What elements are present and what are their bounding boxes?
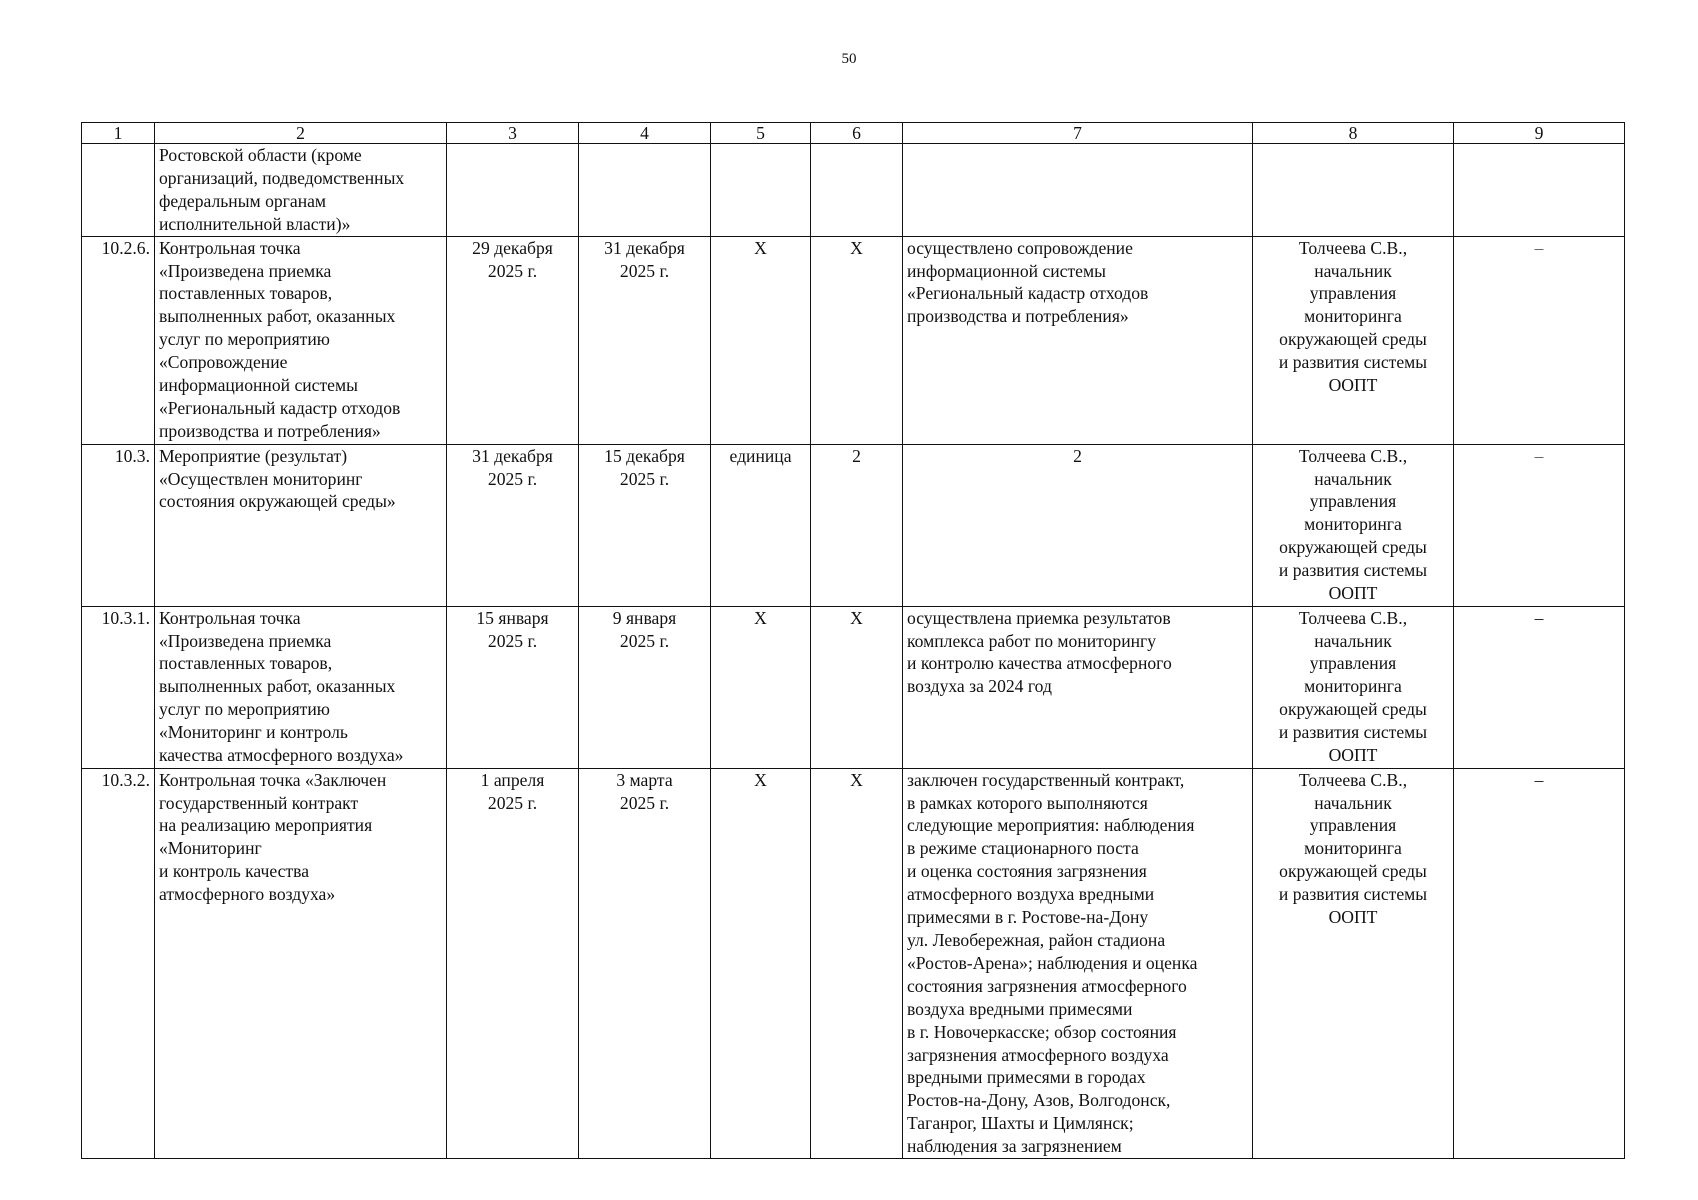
row-start-date: 15 января 2025 г. — [447, 606, 579, 768]
row-end-date: 31 декабря 2025 г. — [579, 236, 711, 444]
row-note: – — [1454, 606, 1625, 768]
row-end-date: 9 января 2025 г. — [579, 606, 711, 768]
column-header: 4 — [579, 123, 711, 144]
page-number: 50 — [841, 51, 857, 67]
row-start-date: 31 декабря 2025 г. — [447, 444, 579, 606]
row-note: – — [1454, 444, 1625, 606]
row-note: – — [1454, 236, 1625, 444]
row-result: осуществлена приемка результатов комплекса работ по мониторингу и контролю качества атмосферного воздуха за 2024 год — [903, 606, 1253, 768]
row-responsible: Толчеева С.В., начальник управления мониторинга окружающей среды и развития системы ООПТ — [1253, 606, 1454, 768]
row-note — [1454, 144, 1625, 237]
column-header: 8 — [1253, 123, 1454, 144]
row-result: осуществлено сопровождение информационной системы «Региональный кадастр отходов производства и потребления» — [903, 236, 1253, 444]
table-row — [82, 236, 1625, 444]
table-row — [82, 606, 1625, 768]
row-result: 2 — [903, 444, 1253, 606]
column-header: 6 — [811, 123, 903, 144]
row-responsible: Толчеева С.В., начальник управления мониторинга окружающей среды и развития системы ООПТ — [1253, 236, 1454, 444]
row-value: X — [811, 606, 903, 768]
row-end-date: 3 марта 2025 г. — [579, 768, 711, 1158]
row-number — [82, 144, 155, 237]
row-responsible: Толчеева С.В., начальник управления мониторинга окружающей среды и развития системы ООПТ — [1253, 768, 1454, 1158]
row-end-date: 15 декабря 2025 г. — [579, 444, 711, 606]
row-unit: X — [711, 768, 811, 1158]
row-value: X — [811, 236, 903, 444]
table-row — [82, 768, 1625, 1158]
row-end-date — [579, 144, 711, 237]
column-header: 2 — [155, 123, 447, 144]
column-header: 1 — [82, 123, 155, 144]
column-header: 3 — [447, 123, 579, 144]
table-row — [82, 144, 1625, 237]
row-start-date: 1 апреля 2025 г. — [447, 768, 579, 1158]
table-row — [82, 444, 1625, 606]
row-unit: X — [711, 606, 811, 768]
row-start-date — [447, 144, 579, 237]
row-name: Контрольная точка «Произведена приемка поставленных товаров, выполненных работ, оказанных услуг по мероприятию «Сопровождение информационной системы «Региональный кадастр отходов производства и потребления» — [155, 236, 447, 444]
column-header: 9 — [1454, 123, 1625, 144]
row-responsible: Толчеева С.В., начальник управления мониторинга окружающей среды и развития системы ООПТ — [1253, 444, 1454, 606]
row-number: 10.3.2. — [82, 768, 155, 1158]
row-name: Ростовской области (кроме организаций, подведомственных федеральным органам исполнительной власти)» — [155, 144, 447, 237]
plan-table — [81, 122, 1625, 1159]
row-unit: единица — [711, 444, 811, 606]
row-note: – — [1454, 768, 1625, 1158]
row-number: 10.3.1. — [82, 606, 155, 768]
row-number: 10.3. — [82, 444, 155, 606]
row-responsible — [1253, 144, 1454, 237]
column-header: 7 — [903, 123, 1253, 144]
row-unit — [711, 144, 811, 237]
column-number-row — [82, 123, 1625, 144]
row-name: Контрольная точка «Произведена приемка поставленных товаров, выполненных работ, оказанных услуг по мероприятию «Мониторинг и контроль качества атмосферного воздуха» — [155, 606, 447, 768]
row-result: заключен государственный контракт, в рамках которого выполняются следующие мероприятия: наблюдения в режиме стационарного поста и оценка состояния загрязнения атмосферного воздуха вредными примесями в г. Ростове-на-Дону ул. Левобережная, район стадиона «Ростов-Арена»; наблюдения и оценка состояния загрязнения атмосферного воздуха вредными примесями в г. Новочеркасске; обзор состояния загрязнения атмосферного воздуха вредными примесями в городах Ростов-на-Дону, Азов, Волгодонск, Таганрог, Шахты и Цимлянск; наблюдения за загрязнением — [903, 768, 1253, 1158]
row-number: 10.2.6. — [82, 236, 155, 444]
row-value: 2 — [811, 444, 903, 606]
row-result — [903, 144, 1253, 237]
row-unit: X — [711, 236, 811, 444]
row-name: Контрольная точка «Заключен государственный контракт на реализацию мероприятия «Мониторинг и контроль качества атмосферного воздуха» — [155, 768, 447, 1158]
row-name: Мероприятие (результат) «Осуществлен мониторинг состояния окружающей среды» — [155, 444, 447, 606]
row-value — [811, 144, 903, 237]
column-header: 5 — [711, 123, 811, 144]
row-start-date: 29 декабря 2025 г. — [447, 236, 579, 444]
row-value: X — [811, 768, 903, 1158]
